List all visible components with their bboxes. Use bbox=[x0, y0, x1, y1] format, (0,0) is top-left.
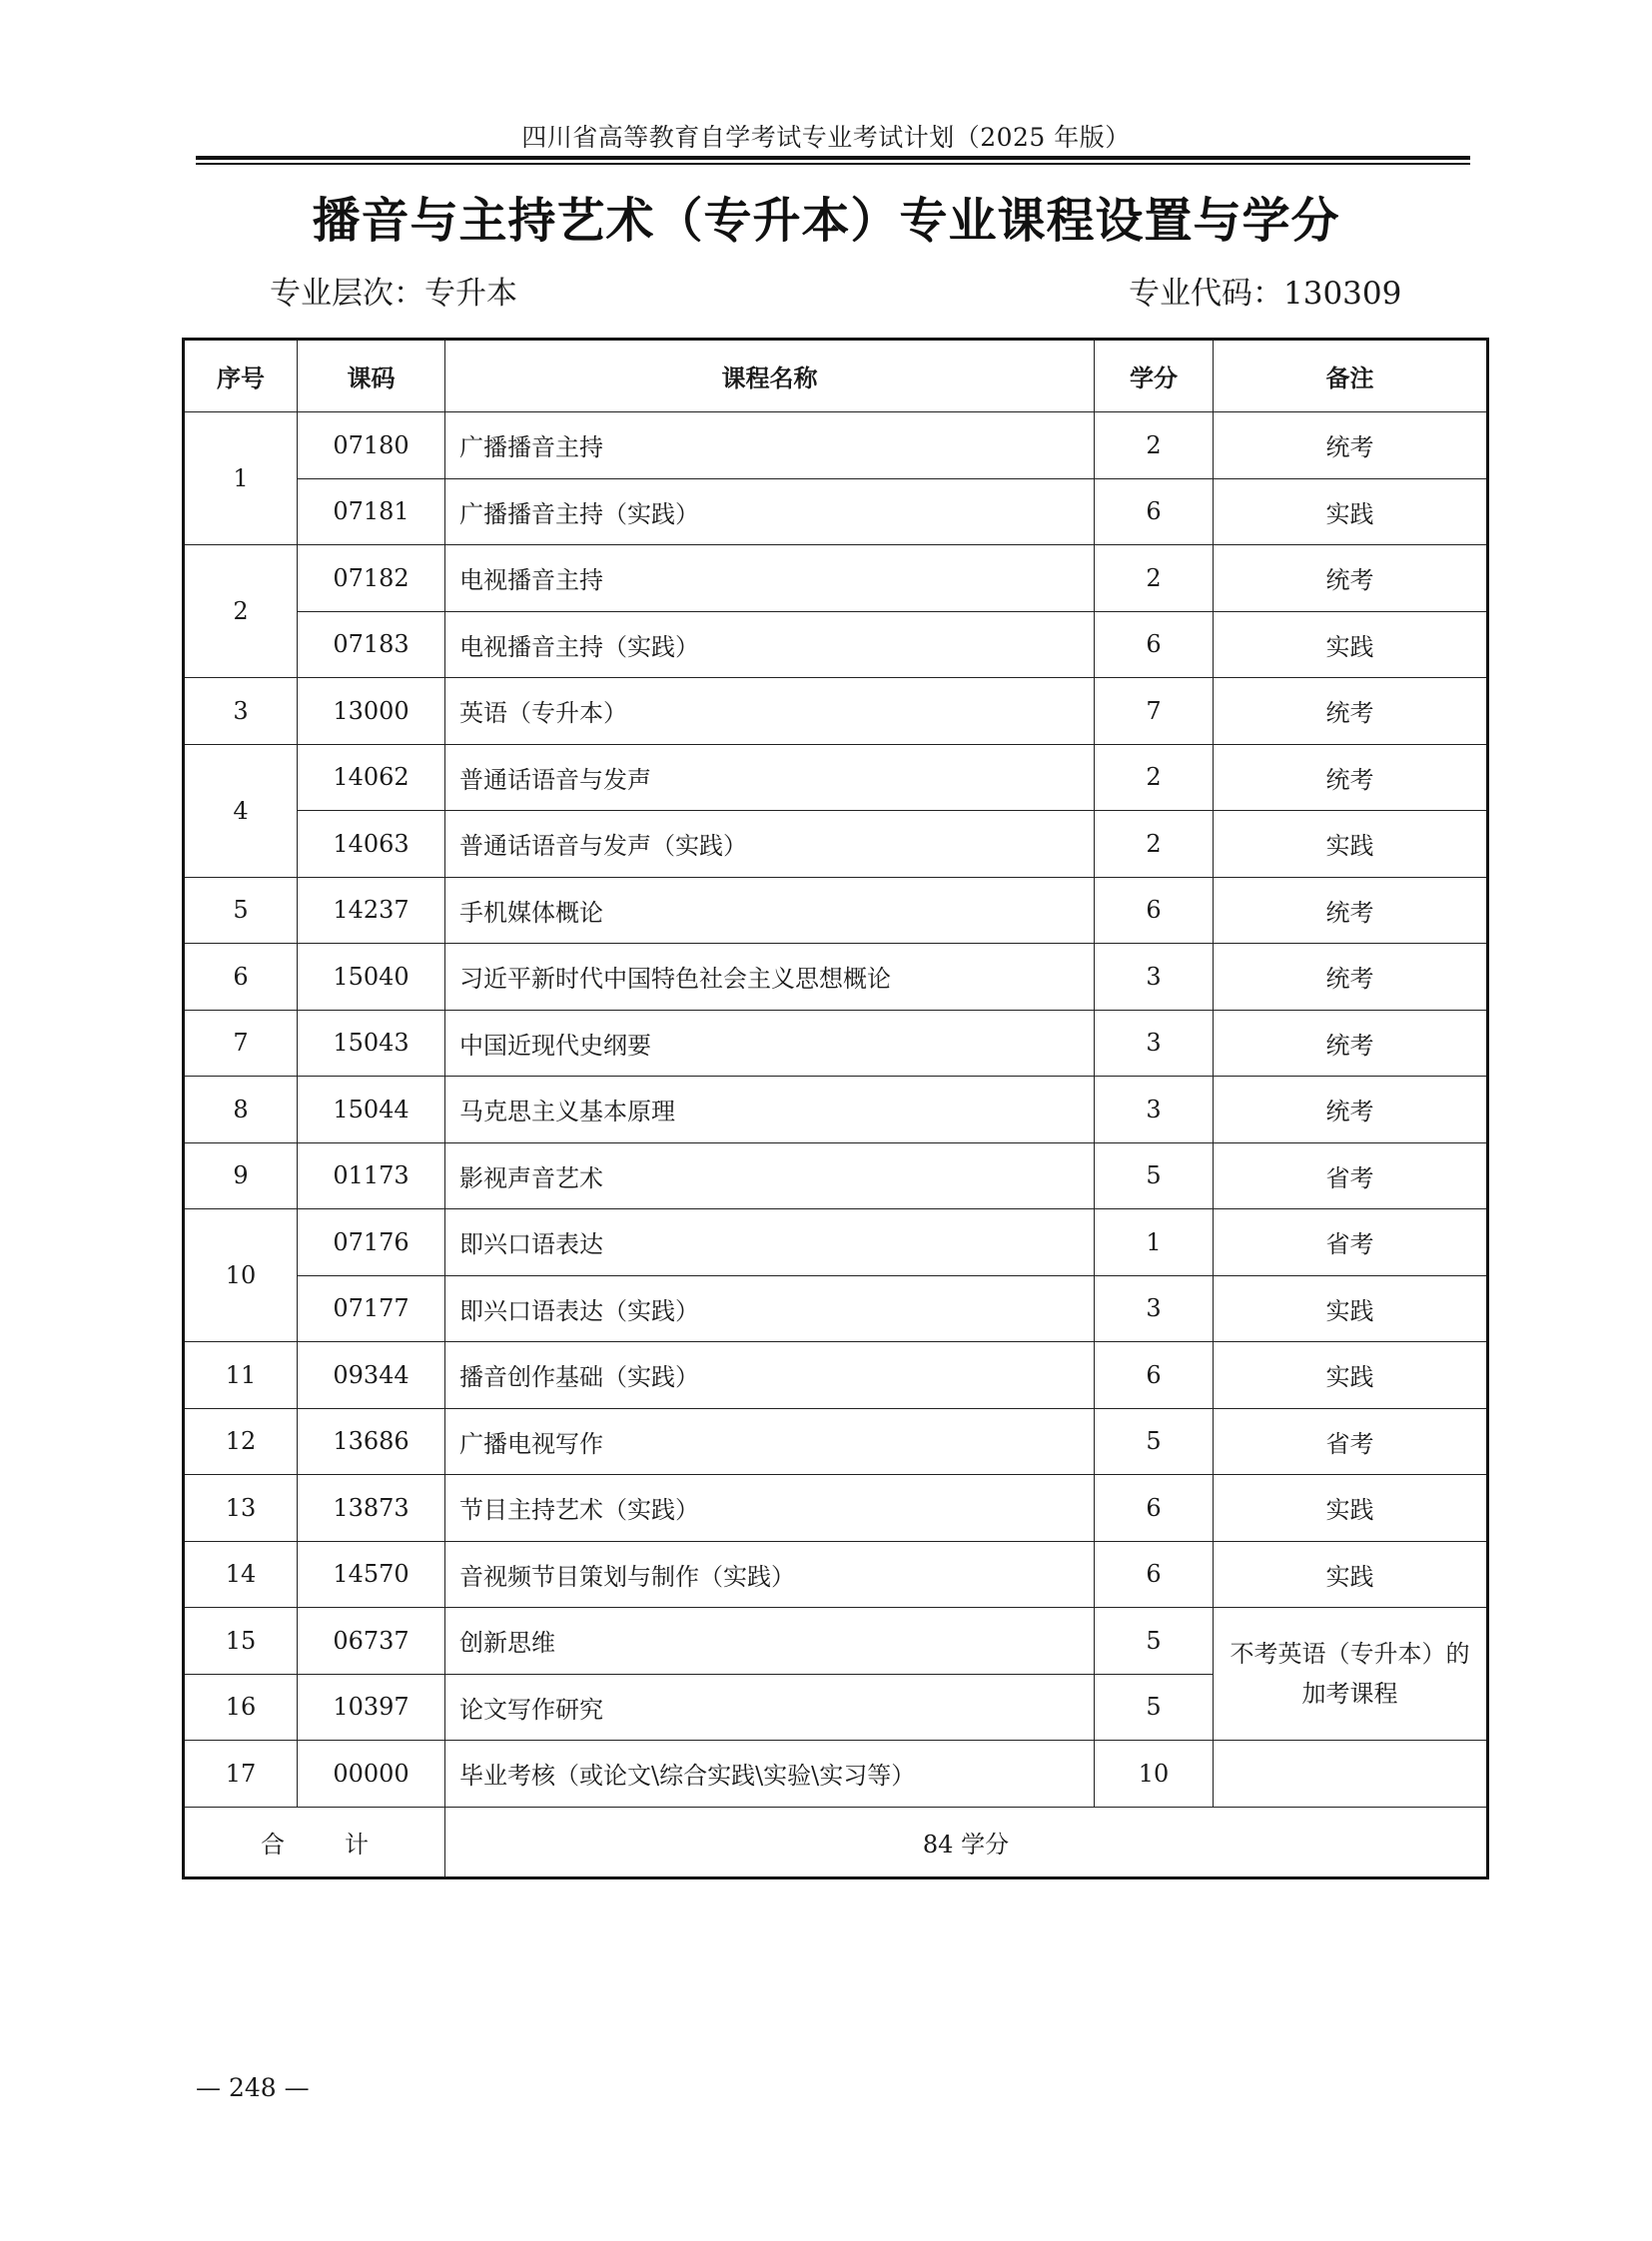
cell-seq: 12 bbox=[184, 1408, 298, 1475]
cell-remark: 省考 bbox=[1214, 1142, 1488, 1209]
cell-credit: 3 bbox=[1095, 1077, 1214, 1143]
cell-seq: 5 bbox=[184, 877, 298, 944]
cell-name: 广播播音主持 bbox=[445, 412, 1095, 479]
cell-remark: 实践 bbox=[1214, 478, 1488, 545]
cell-credit: 6 bbox=[1095, 1541, 1214, 1608]
cell-name: 英语（专升本） bbox=[445, 678, 1095, 745]
cell-code: 14570 bbox=[298, 1541, 445, 1608]
table-row bbox=[184, 678, 1488, 745]
cell-name: 普通话语音与发声 bbox=[445, 744, 1095, 811]
major-level bbox=[270, 268, 517, 313]
cell-seq: 7 bbox=[184, 1010, 298, 1077]
table-row bbox=[184, 545, 1488, 612]
cell-code: 14063 bbox=[298, 811, 445, 878]
cell-remark bbox=[1214, 1741, 1488, 1808]
column-header-credit: 学分 bbox=[1095, 340, 1214, 412]
table-row bbox=[184, 1541, 1488, 1608]
cell-code: 01173 bbox=[298, 1142, 445, 1209]
cell-seq: 15 bbox=[184, 1608, 298, 1675]
table-row bbox=[184, 1010, 1488, 1077]
cell-name: 播音创作基础（实践） bbox=[445, 1342, 1095, 1409]
cell-credit: 6 bbox=[1095, 611, 1214, 678]
table-header-row bbox=[184, 340, 1488, 412]
major-code-value: 130309 bbox=[1283, 276, 1402, 312]
table-row bbox=[184, 1209, 1488, 1276]
cell-name: 电视播音主持（实践） bbox=[445, 611, 1095, 678]
cell-remark: 实践 bbox=[1214, 811, 1488, 878]
cell-remark: 统考 bbox=[1214, 944, 1488, 1011]
cell-remark: 统考 bbox=[1214, 1077, 1488, 1143]
column-header-code: 课码 bbox=[298, 340, 445, 412]
table-row bbox=[184, 1475, 1488, 1542]
cell-name: 影视声音艺术 bbox=[445, 1142, 1095, 1209]
major-level-label: 专业层次： bbox=[270, 276, 424, 312]
cell-name: 电视播音主持 bbox=[445, 545, 1095, 612]
cell-seq: 13 bbox=[184, 1475, 298, 1542]
cell-credit: 5 bbox=[1095, 1674, 1214, 1741]
cell-credit: 2 bbox=[1095, 744, 1214, 811]
cell-remark: 统考 bbox=[1214, 412, 1488, 479]
cell-code: 14237 bbox=[298, 877, 445, 944]
cell-code: 15043 bbox=[298, 1010, 445, 1077]
cell-code: 06737 bbox=[298, 1608, 445, 1675]
cell-name: 创新思维 bbox=[445, 1608, 1095, 1675]
cell-remark: 实践 bbox=[1214, 1541, 1488, 1608]
cell-code: 07177 bbox=[298, 1275, 445, 1342]
table-row bbox=[184, 478, 1488, 545]
cell-remark: 统考 bbox=[1214, 877, 1488, 944]
cell-code: 13686 bbox=[298, 1408, 445, 1475]
column-header-name: 课程名称 bbox=[445, 340, 1095, 412]
table-row bbox=[184, 1608, 1488, 1675]
table-row bbox=[184, 877, 1488, 944]
table-row bbox=[184, 1275, 1488, 1342]
cell-code: 07176 bbox=[298, 1209, 445, 1276]
cell-name: 中国近现代史纲要 bbox=[445, 1010, 1095, 1077]
table-row bbox=[184, 611, 1488, 678]
cell-remark: 实践 bbox=[1214, 1342, 1488, 1409]
total-value: 84 学分 bbox=[445, 1807, 1488, 1877]
cell-name: 手机媒体概论 bbox=[445, 877, 1095, 944]
cell-seq: 6 bbox=[184, 944, 298, 1011]
major-code bbox=[1129, 268, 1401, 313]
cell-name: 即兴口语表达（实践） bbox=[445, 1275, 1095, 1342]
table-row bbox=[184, 744, 1488, 811]
cell-credit: 2 bbox=[1095, 412, 1214, 479]
major-level-value: 专升本 bbox=[424, 276, 517, 312]
cell-credit: 6 bbox=[1095, 877, 1214, 944]
cell-credit: 3 bbox=[1095, 1010, 1214, 1077]
cell-credit: 7 bbox=[1095, 678, 1214, 745]
cell-credit: 6 bbox=[1095, 478, 1214, 545]
cell-seq: 2 bbox=[184, 545, 298, 678]
cell-credit: 6 bbox=[1095, 1342, 1214, 1409]
cell-name: 普通话语音与发声（实践） bbox=[445, 811, 1095, 878]
cell-code: 13873 bbox=[298, 1475, 445, 1542]
header-rule-thick bbox=[196, 156, 1470, 160]
cell-credit: 3 bbox=[1095, 944, 1214, 1011]
cell-code: 07181 bbox=[298, 478, 445, 545]
cell-code: 07182 bbox=[298, 545, 445, 612]
cell-credit: 5 bbox=[1095, 1408, 1214, 1475]
cell-credit: 1 bbox=[1095, 1209, 1214, 1276]
cell-code: 07183 bbox=[298, 611, 445, 678]
cell-code: 09344 bbox=[298, 1342, 445, 1409]
table-row bbox=[184, 1342, 1488, 1409]
merged-remark-line2: 加考课程 bbox=[1301, 1680, 1398, 1708]
column-header-seq: 序号 bbox=[184, 340, 298, 412]
cell-remark: 省考 bbox=[1214, 1209, 1488, 1276]
total-row bbox=[184, 1807, 1488, 1877]
table-row bbox=[184, 1077, 1488, 1143]
table-row bbox=[184, 944, 1488, 1011]
cell-code: 14062 bbox=[298, 744, 445, 811]
cell-credit: 2 bbox=[1095, 545, 1214, 612]
cell-code: 07180 bbox=[298, 412, 445, 479]
course-table bbox=[182, 338, 1489, 1879]
merged-remark-line1: 不考英语（专升本）的 bbox=[1230, 1640, 1470, 1668]
page-title: 播音与主持艺术（专升本）专业课程设置与学分 bbox=[312, 193, 1340, 249]
table-row bbox=[184, 1741, 1488, 1808]
cell-remark: 实践 bbox=[1214, 1475, 1488, 1542]
cell-name: 即兴口语表达 bbox=[445, 1209, 1095, 1276]
cell-seq: 4 bbox=[184, 744, 298, 877]
cell-seq: 1 bbox=[184, 412, 298, 545]
cell-code: 15040 bbox=[298, 944, 445, 1011]
cell-credit: 3 bbox=[1095, 1275, 1214, 1342]
cell-seq: 10 bbox=[184, 1209, 298, 1342]
cell-code: 00000 bbox=[298, 1741, 445, 1808]
cell-seq: 14 bbox=[184, 1541, 298, 1608]
cell-seq: 9 bbox=[184, 1142, 298, 1209]
cell-remark: 统考 bbox=[1214, 1010, 1488, 1077]
cell-name: 节目主持艺术（实践） bbox=[445, 1475, 1095, 1542]
cell-remark: 统考 bbox=[1214, 545, 1488, 612]
cell-code: 15044 bbox=[298, 1077, 445, 1143]
cell-remark: 实践 bbox=[1214, 611, 1488, 678]
cell-seq: 3 bbox=[184, 678, 298, 745]
cell-name: 毕业考核（或论文\综合实践\实验\实习等） bbox=[445, 1741, 1095, 1808]
cell-seq: 16 bbox=[184, 1674, 298, 1741]
cell-name: 广播播音主持（实践） bbox=[445, 478, 1095, 545]
cell-name: 习近平新时代中国特色社会主义思想概论 bbox=[445, 944, 1095, 1011]
cell-credit: 5 bbox=[1095, 1142, 1214, 1209]
table-row bbox=[184, 1142, 1488, 1209]
cell-credit: 5 bbox=[1095, 1608, 1214, 1675]
cell-remark-merged bbox=[1214, 1608, 1488, 1741]
table-row bbox=[184, 412, 1488, 479]
cell-name: 音视频节目策划与制作（实践） bbox=[445, 1541, 1095, 1608]
cell-remark: 实践 bbox=[1214, 1275, 1488, 1342]
cell-code: 10397 bbox=[298, 1674, 445, 1741]
cell-name: 广播电视写作 bbox=[445, 1408, 1095, 1475]
cell-credit: 2 bbox=[1095, 811, 1214, 878]
cell-remark: 统考 bbox=[1214, 744, 1488, 811]
page-number: — 248 — bbox=[196, 2073, 310, 2102]
cell-seq: 8 bbox=[184, 1077, 298, 1143]
cell-credit: 6 bbox=[1095, 1475, 1214, 1542]
header-rule-thin bbox=[196, 163, 1470, 165]
cell-seq: 17 bbox=[184, 1741, 298, 1808]
cell-seq: 11 bbox=[184, 1342, 298, 1409]
column-header-remark: 备注 bbox=[1214, 340, 1488, 412]
cell-name: 马克思主义基本原理 bbox=[445, 1077, 1095, 1143]
cell-remark: 省考 bbox=[1214, 1408, 1488, 1475]
table-row bbox=[184, 811, 1488, 878]
major-code-label: 专业代码： bbox=[1129, 276, 1283, 312]
cell-name: 论文写作研究 bbox=[445, 1674, 1095, 1741]
cell-credit: 10 bbox=[1095, 1741, 1214, 1808]
cell-code: 13000 bbox=[298, 678, 445, 745]
table-row bbox=[184, 1408, 1488, 1475]
running-header: 四川省高等教育自学考试专业考试计划（2025 年版） bbox=[521, 123, 1131, 152]
cell-remark: 统考 bbox=[1214, 678, 1488, 745]
total-label: 合计 bbox=[184, 1807, 445, 1877]
